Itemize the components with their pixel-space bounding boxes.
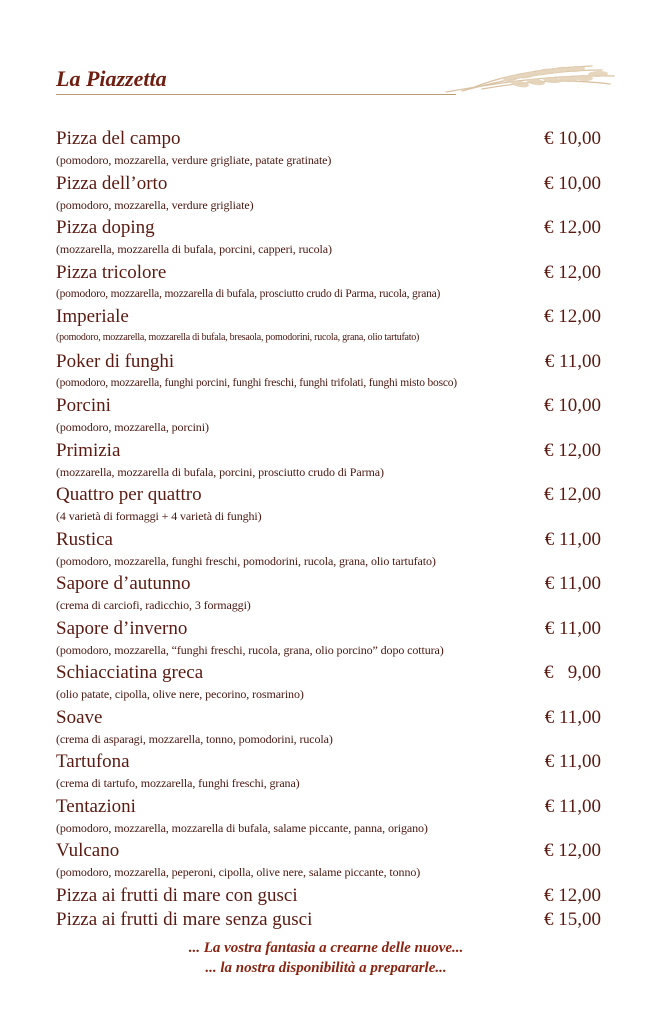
item-name: Sapore d’inverno — [56, 617, 188, 639]
item-name: Pizza ai frutti di mare con gusci — [56, 884, 298, 906]
menu-item — [56, 839, 601, 884]
item-name: Schiacciatina greca — [56, 662, 204, 683]
menu-item — [56, 216, 601, 261]
menu-item — [56, 127, 601, 172]
menu-item — [56, 795, 601, 840]
item-price: € 12,00 — [544, 484, 601, 505]
item-name: Imperiale — [56, 306, 129, 327]
item-price: € 12,00 — [544, 884, 601, 906]
menu-item — [56, 528, 601, 573]
item-name: Soave — [56, 706, 103, 728]
menu-item — [56, 908, 601, 933]
menu-footer — [0, 938, 652, 978]
item-ingredients: (pomodoro, mozzarella, mozzarella di bufala, prosciutto crudo di Parma, rucola, grana) — [56, 287, 441, 300]
item-ingredients: (olio patate, cipolla, olive nere, pecorino, rosmarino) — [56, 687, 304, 701]
item-price: € 12,00 — [544, 306, 601, 327]
menu-item — [56, 439, 601, 484]
item-ingredients: (pomodoro, mozzarella, mozzarella di bufala, bresaola, pomodorini, rucola, grana, olio tartufato) — [56, 332, 420, 343]
item-ingredients: (crema di asparagi, mozzarella, tonno, pomodorini, rucola) — [56, 731, 333, 746]
menu-item — [56, 394, 601, 439]
menu-item — [56, 884, 601, 909]
item-name: Rustica — [56, 528, 113, 550]
item-price: € 11,00 — [544, 573, 601, 594]
item-ingredients: (pomodoro, mozzarella, “funghi freschi, rucola, grana, olio porcino” dopo cottura) — [56, 642, 444, 657]
item-price: € 9,00 — [544, 662, 601, 683]
item-name: Pizza del campo — [56, 128, 181, 149]
menu-item — [56, 305, 601, 350]
item-price: € 12,00 — [544, 261, 601, 283]
menu-item — [56, 172, 601, 217]
item-ingredients: (pomodoro, mozzarella, peperoni, cipolla, olive nere, salame piccante, tonno) — [56, 865, 421, 879]
item-price: € 10,00 — [544, 172, 601, 194]
item-price: € 11,00 — [544, 751, 601, 772]
wheat-icon — [442, 62, 618, 96]
menu-item — [56, 572, 601, 617]
menu-header — [56, 62, 616, 102]
item-name: Primizia — [56, 439, 121, 461]
item-name: Pizza doping — [56, 217, 155, 238]
item-ingredients: (pomodoro, mozzarella, funghi freschi, pomodorini, rucola, grana, olio tartufato) — [56, 553, 436, 568]
item-name: Poker di funghi — [56, 350, 175, 372]
item-ingredients: (mozzarella, mozzarella di bufala, porcini, prosciutto crudo di Parma) — [56, 464, 384, 479]
menu-item — [56, 617, 601, 662]
menu-item — [56, 350, 601, 395]
item-ingredients: (pomodoro, mozzarella, porcini) — [56, 420, 209, 434]
item-ingredients: (pomodoro, mozzarella, verdure grigliate, patate gratinate) — [56, 153, 332, 167]
item-price: € 12,00 — [544, 217, 601, 238]
item-name: Pizza tricolore — [56, 261, 167, 283]
item-name: Pizza dell’orto — [56, 172, 168, 194]
menu-item — [56, 261, 601, 306]
pizza-menu-list — [56, 127, 601, 933]
item-price: € 11,00 — [544, 795, 601, 817]
item-name: Porcini — [56, 395, 111, 416]
menu-item — [56, 483, 601, 528]
footer-tagline-2: ... la nostra disponibilità a prepararle... — [205, 960, 447, 976]
item-name: Quattro per quattro — [56, 484, 202, 505]
item-price: € 10,00 — [544, 395, 601, 416]
item-ingredients: (crema di tartufo, mozzarella, funghi freschi, grana) — [56, 776, 300, 790]
menu-item — [56, 750, 601, 795]
item-ingredients: (crema di carciofi, radicchio, 3 formaggi) — [56, 598, 251, 612]
item-ingredients: (pomodoro, mozzarella, funghi porcini, funghi freschi, funghi trifolati, funghi misto bosco) — [56, 376, 457, 389]
item-price: € 12,00 — [544, 439, 601, 461]
item-name: Vulcano — [56, 840, 120, 861]
item-price: € 11,00 — [544, 617, 601, 639]
item-price: € 12,00 — [544, 840, 601, 861]
item-price: € 10,00 — [544, 128, 601, 149]
item-name: Sapore d’autunno — [56, 573, 191, 594]
item-ingredients: (mozzarella, mozzarella di bufala, porcini, capperi, rucola) — [56, 242, 332, 256]
item-name: Tentazioni — [56, 795, 136, 817]
footer-tagline-1: ... La vostra fantasia a crearne delle nuove... — [188, 940, 464, 956]
item-price: € 11,00 — [544, 350, 601, 372]
menu-item — [56, 661, 601, 706]
item-name: Pizza ai frutti di mare senza gusci — [56, 909, 313, 930]
restaurant-name: La Piazzetta — [56, 66, 167, 91]
item-price: € 15,00 — [544, 909, 601, 930]
menu-item — [56, 706, 601, 751]
item-ingredients: (pomodoro, mozzarella, mozzarella di bufala, salame piccante, panna, origano) — [56, 820, 428, 835]
item-ingredients: (pomodoro, mozzarella, verdure grigliate) — [56, 197, 254, 212]
item-price: € 11,00 — [544, 528, 601, 550]
item-ingredients: (4 varietà di formaggi + 4 varietà di funghi) — [56, 509, 262, 523]
item-price: € 11,00 — [544, 706, 601, 728]
item-name: Tartufona — [56, 751, 130, 772]
header-divider — [56, 94, 456, 95]
